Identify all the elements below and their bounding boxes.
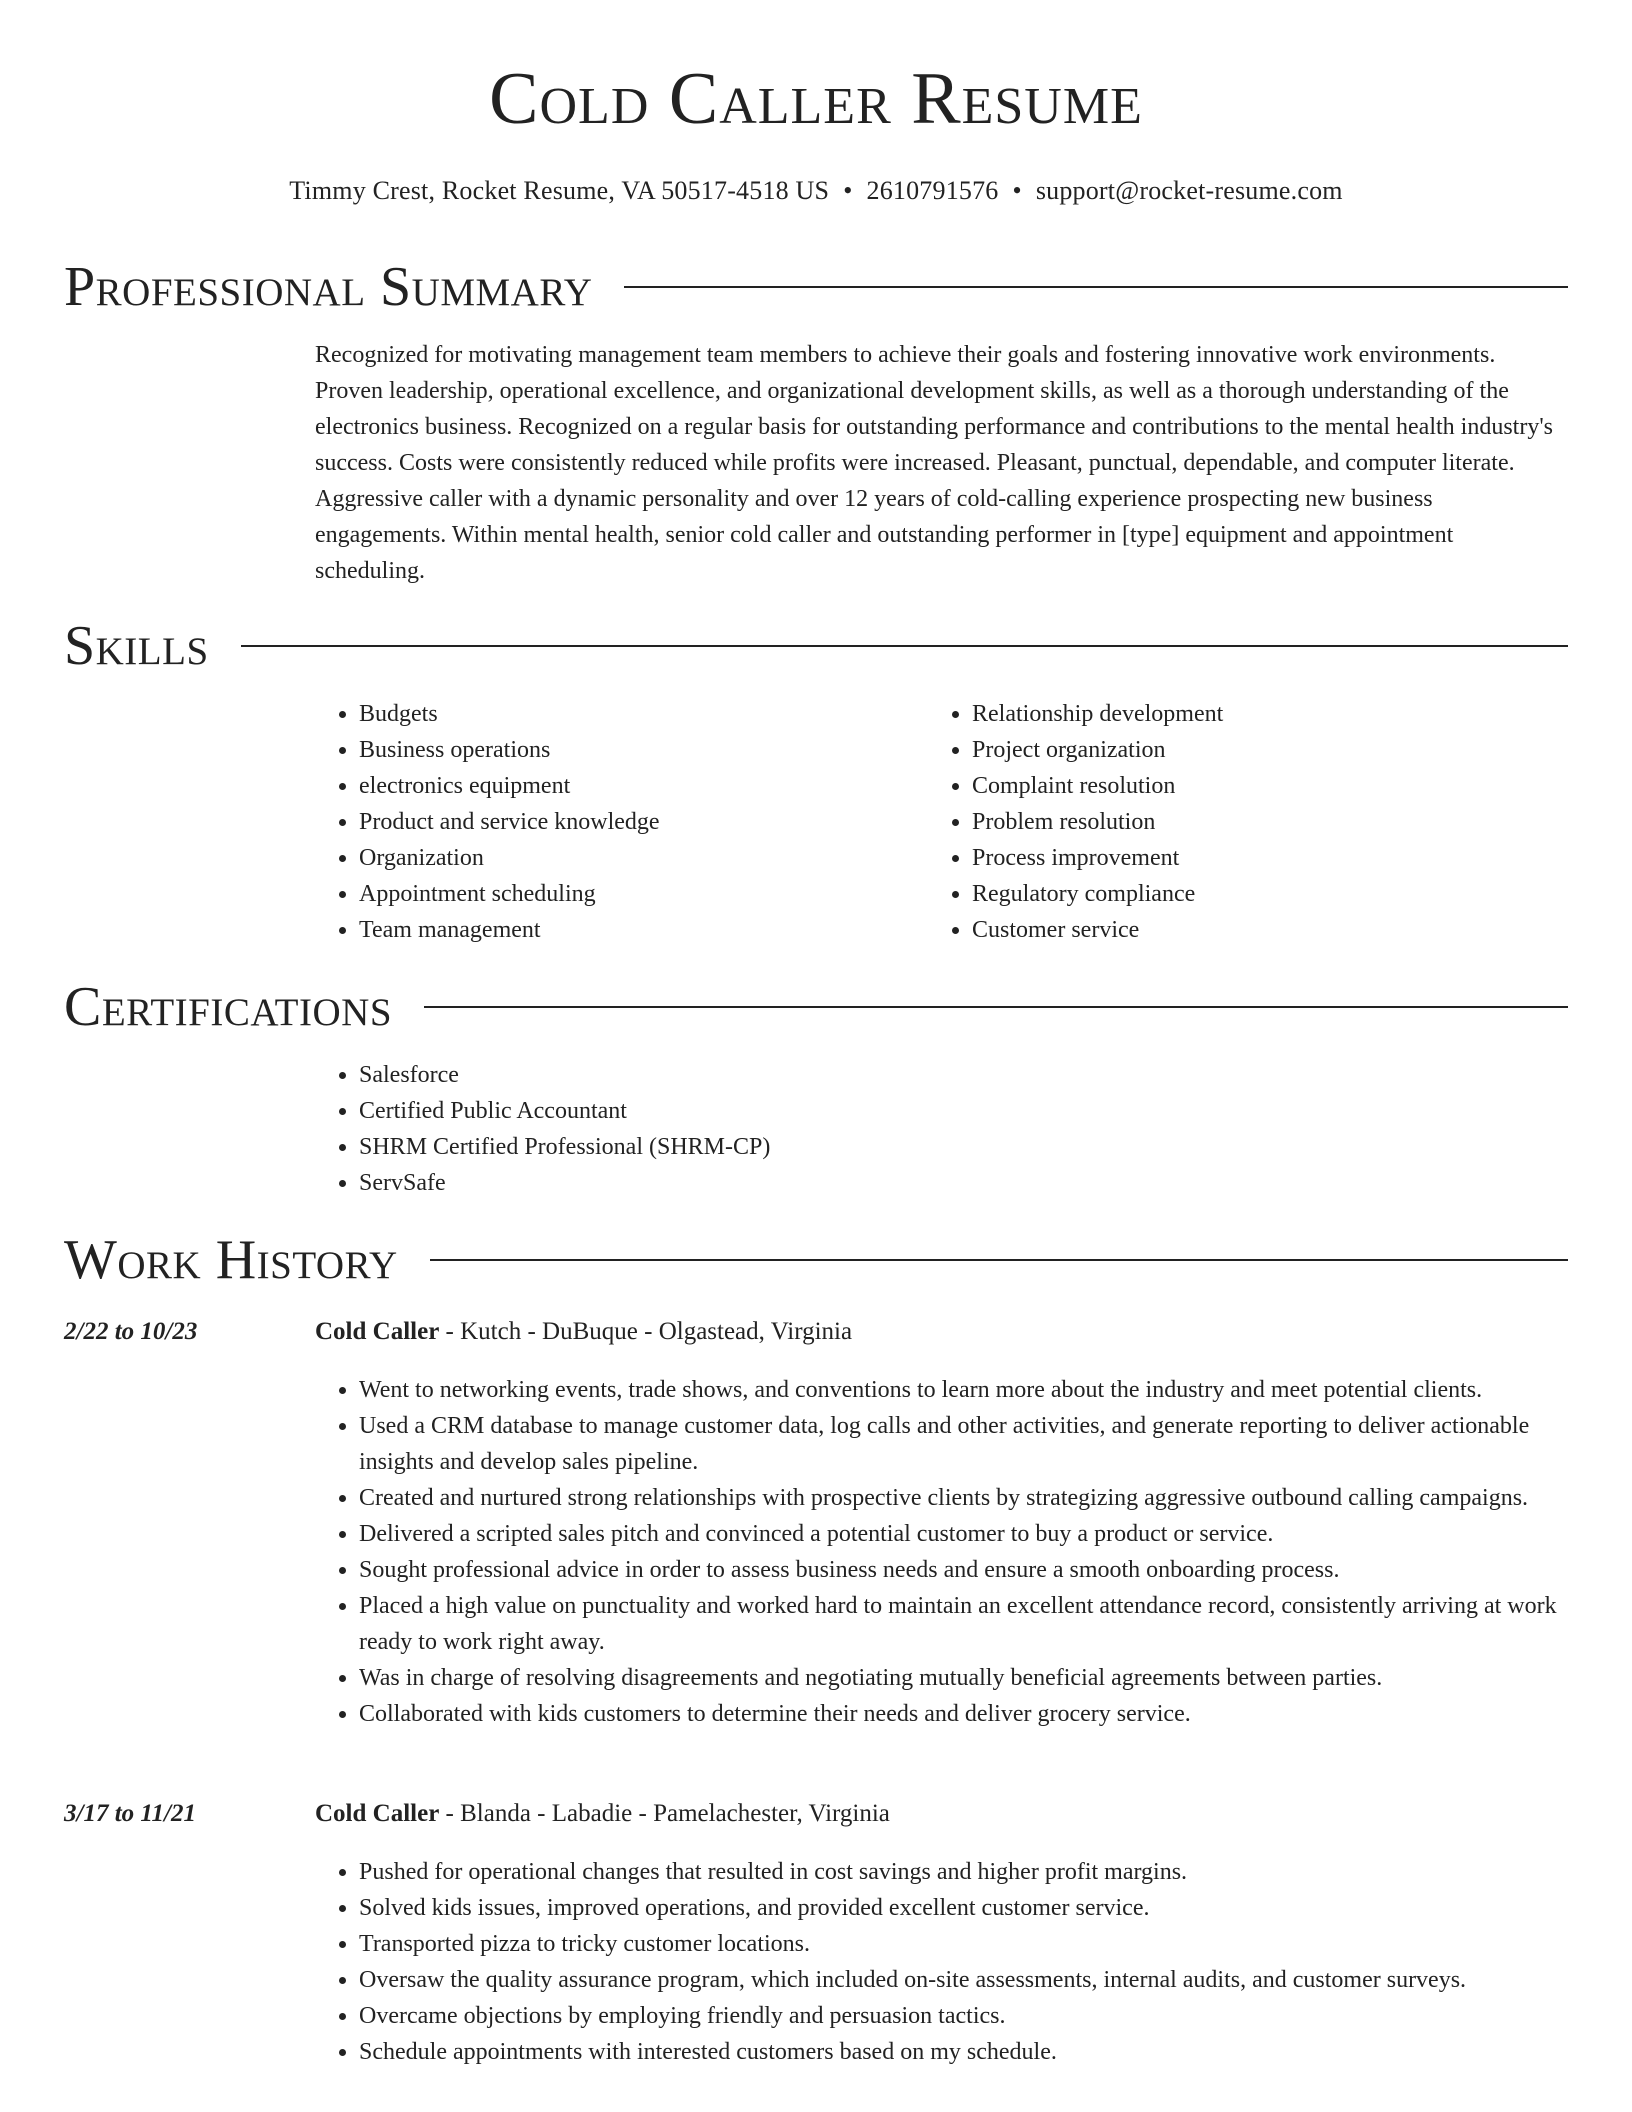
job-role: Cold Caller <box>315 1318 440 1345</box>
skills-left-column <box>315 696 915 948</box>
job-bullets <box>315 1854 1568 2070</box>
certifications-heading: Certifications <box>64 976 393 1038</box>
skill-item: • Regulatory compliance <box>972 876 1528 912</box>
skill-item: • Organization <box>359 840 915 876</box>
certification-item: • SHRM Certified Professional (SHRM-CP) <box>359 1129 1315 1165</box>
job-heading <box>315 1318 852 1346</box>
page-title: Cold Caller Resume <box>489 58 1143 140</box>
contact-address: Timmy Crest, Rocket Resume, VA 50517-4518 US <box>289 176 830 205</box>
skills-list-right <box>928 696 1528 948</box>
job-bullet: • Was in charge of resolving disagreements and negotiating mutually beneficial agreements between parties. <box>359 1660 1568 1696</box>
skill-item: • Budgets <box>359 696 915 732</box>
skills-right-column <box>928 696 1528 948</box>
contact-separator: • <box>843 176 853 205</box>
certifications-section-heading <box>64 976 1568 1038</box>
job-bullet: • Sought professional advice in order to assess business needs and ensure a smooth onboarding process. <box>359 1552 1568 1588</box>
certification-item: • Salesforce <box>359 1057 1315 1093</box>
section-divider <box>241 645 1568 647</box>
job-bullet: • Oversaw the quality assurance program, which included on-site assessments, internal audits, and customer surveys. <box>359 1962 1568 1998</box>
skill-item: • Product and service knowledge <box>359 804 915 840</box>
skill-item: • Customer service <box>972 912 1528 948</box>
job-bullet: • Created and nurtured strong relationships with prospective clients by strategizing aggressive outbound calling campaigns. <box>359 1480 1568 1516</box>
section-divider <box>430 1259 1568 1261</box>
job-bullet: • Solved kids issues, improved operations, and provided excellent customer service. <box>359 1890 1568 1926</box>
section-divider <box>424 1006 1568 1008</box>
skills-section-heading <box>64 615 1568 677</box>
certifications-block <box>315 1057 1315 1201</box>
job-heading <box>315 1800 890 1828</box>
skill-item: • Complaint resolution <box>972 768 1528 804</box>
contact-line <box>64 176 1568 206</box>
job-bullet: • Overcame objections by employing friendly and persuasion tactics. <box>359 1998 1568 2034</box>
job-employer: - Blanda - Labadie - Pamelachester, Virginia <box>439 1800 890 1827</box>
skills-list-left <box>315 696 915 948</box>
summary-heading: Professional Summary <box>64 256 593 318</box>
skill-item: • electronics equipment <box>359 768 915 804</box>
job-bullet: • Placed a high value on punctuality and worked hard to maintain an excellent attendance record, consistently arriving at work ready to work right away. <box>359 1588 1568 1660</box>
summary-section-heading <box>64 256 1568 318</box>
summary-text: Recognized for motivating management team members to achieve their goals and fostering innovative work environments. Proven leadership, operational excellence, and organizational development skills, as well as a thorough understanding of the electronics business. Recognized on a regular basis for outstanding performance and contributions to the mental health industry's success. Costs were consistently reduced while profits were increased. Pleasant, punctual, dependable, and computer literate. Aggressive caller with a dynamic personality and over 12 years of cold-calling experience prospecting new business engagements. Within mental health, senior cold caller and outstanding performer in [type] equipment and appointment scheduling. <box>315 342 1553 584</box>
skill-item: • Problem resolution <box>972 804 1528 840</box>
certification-item: • Certified Public Accountant <box>359 1093 1315 1129</box>
job-bullets <box>315 1372 1568 1732</box>
skill-item: • Appointment scheduling <box>359 876 915 912</box>
job-bullets-block <box>315 1854 1568 2070</box>
contact-separator: • <box>1012 176 1022 205</box>
job-bullet: • Pushed for operational changes that resulted in cost savings and higher profit margins. <box>359 1854 1568 1890</box>
job-bullet: • Used a CRM database to manage customer data, log calls and other activities, and generate reporting to deliver actionable insights and develop sales pipeline. <box>359 1408 1568 1480</box>
job-bullet: • Collaborated with kids customers to determine their needs and deliver grocery service. <box>359 1696 1568 1732</box>
contact-phone: 2610791576 <box>866 176 999 205</box>
work-heading: Work History <box>64 1229 398 1291</box>
skill-item: • Business operations <box>359 732 915 768</box>
skill-item: • Team management <box>359 912 915 948</box>
job-dates: 2/22 to 10/23 <box>64 1318 198 1345</box>
job-dates: 3/17 to 11/21 <box>64 1800 196 1827</box>
job-bullets-block <box>315 1372 1568 1732</box>
section-divider <box>624 286 1568 288</box>
job-employer: - Kutch - DuBuque - Olgastead, Virginia <box>439 1318 853 1345</box>
skill-item: • Relationship development <box>972 696 1528 732</box>
certifications-list <box>315 1057 1315 1201</box>
skill-item: • Process improvement <box>972 840 1528 876</box>
job-bullet: • Transported pizza to tricky customer locations. <box>359 1926 1568 1962</box>
skill-item: • Project organization <box>972 732 1528 768</box>
work-section-heading <box>64 1229 1568 1291</box>
job-bullet: • Went to networking events, trade shows, and conventions to learn more about the industry and meet potential clients. <box>359 1372 1568 1408</box>
contact-email: support@rocket-resume.com <box>1035 176 1343 205</box>
job-role: Cold Caller <box>315 1800 440 1827</box>
skills-heading: Skills <box>64 615 209 677</box>
job-bullet: • Schedule appointments with interested customers based on my schedule. <box>359 2034 1568 2070</box>
certification-item: • ServSafe <box>359 1165 1315 1201</box>
job-bullet: • Delivered a scripted sales pitch and convinced a potential customer to buy a product or service. <box>359 1516 1568 1552</box>
